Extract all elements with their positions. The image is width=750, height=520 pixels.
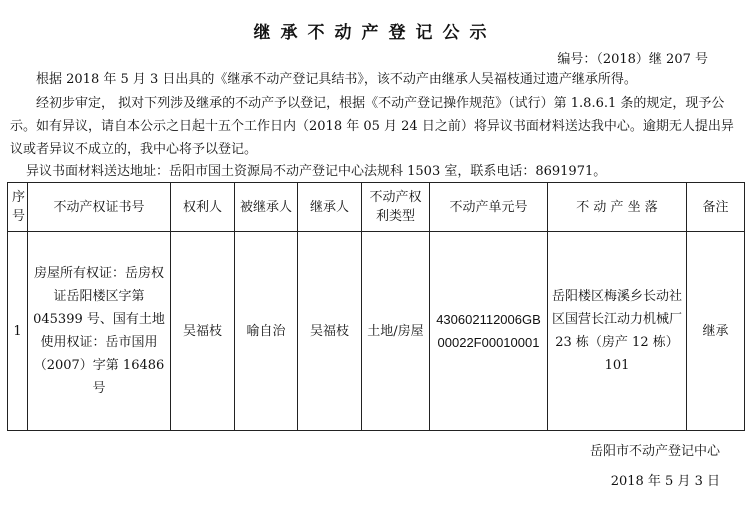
header-unit-no: 不动产单元号 [430,183,548,232]
header-right-type: 不动产权利类型 [362,183,430,232]
cell-seq: 1 [8,232,28,431]
cell-heir: 吴福枝 [298,232,362,431]
header-decedent: 被继承人 [235,183,298,232]
paragraph-review: 经初步审定， 拟对下列涉及继承的不动产予以登记，根据《不动产登记操作规范》（试行）第 1.8.6.1 条的规定，现予公示。如有异议，请自本公示之日起十五个工作日内（2018 年 05 月 24 日之前）将异议书面材料送达我中心。逾期无人提出异议或者异议不成立的，我中心将予以登记。 [10,96,734,157]
notice-title: 继承不动产登记公示 [253,23,497,43]
header-seq: 序号 [8,183,28,232]
registration-table [7,182,745,431]
issue-date: 2018 年 5 月 3 日 [610,474,720,489]
header-note: 备注 [687,183,745,232]
issuer-name: 岳阳市不动产登记中心 [589,444,720,459]
cell-unit-no: 430602112006GB00022F00010001 [430,232,548,431]
paragraph-basis: 根据 2018 年 5 月 3 日出具的《继承不动产登记具结书》，该不动产由继承人吴福枝通过遗产继承所得。 [36,72,637,87]
document-number: 编号：（2018）继 207 号 [557,52,708,67]
cell-note: 继承 [687,232,745,431]
paragraph-address: 异议书面材料送达地址：岳阳市国土资源局不动产登记中心法规科 1503 室，联系电话：8691971。 [26,164,607,179]
table-header-row [8,183,745,232]
cell-right-type: 土地/房屋 [362,232,430,431]
header-cert: 不动产权证书号 [28,183,171,232]
header-holder: 权利人 [171,183,235,232]
header-location: 不 动 产 坐 落 [548,183,687,232]
header-heir: 继承人 [298,183,362,232]
cell-location: 岳阳楼区梅溪乡长动社区国营长江动力机械厂 23 栋（房产 12 栋）101 [548,232,687,431]
table-row [8,232,745,431]
cell-decedent: 喻自治 [235,232,298,431]
cell-cert: 房屋所有权证：岳房权证岳阳楼区字第 045399 号、国有土地使用权证：岳市国用（2007）字第 16486 号 [28,232,171,431]
cell-holder: 吴福枝 [171,232,235,431]
